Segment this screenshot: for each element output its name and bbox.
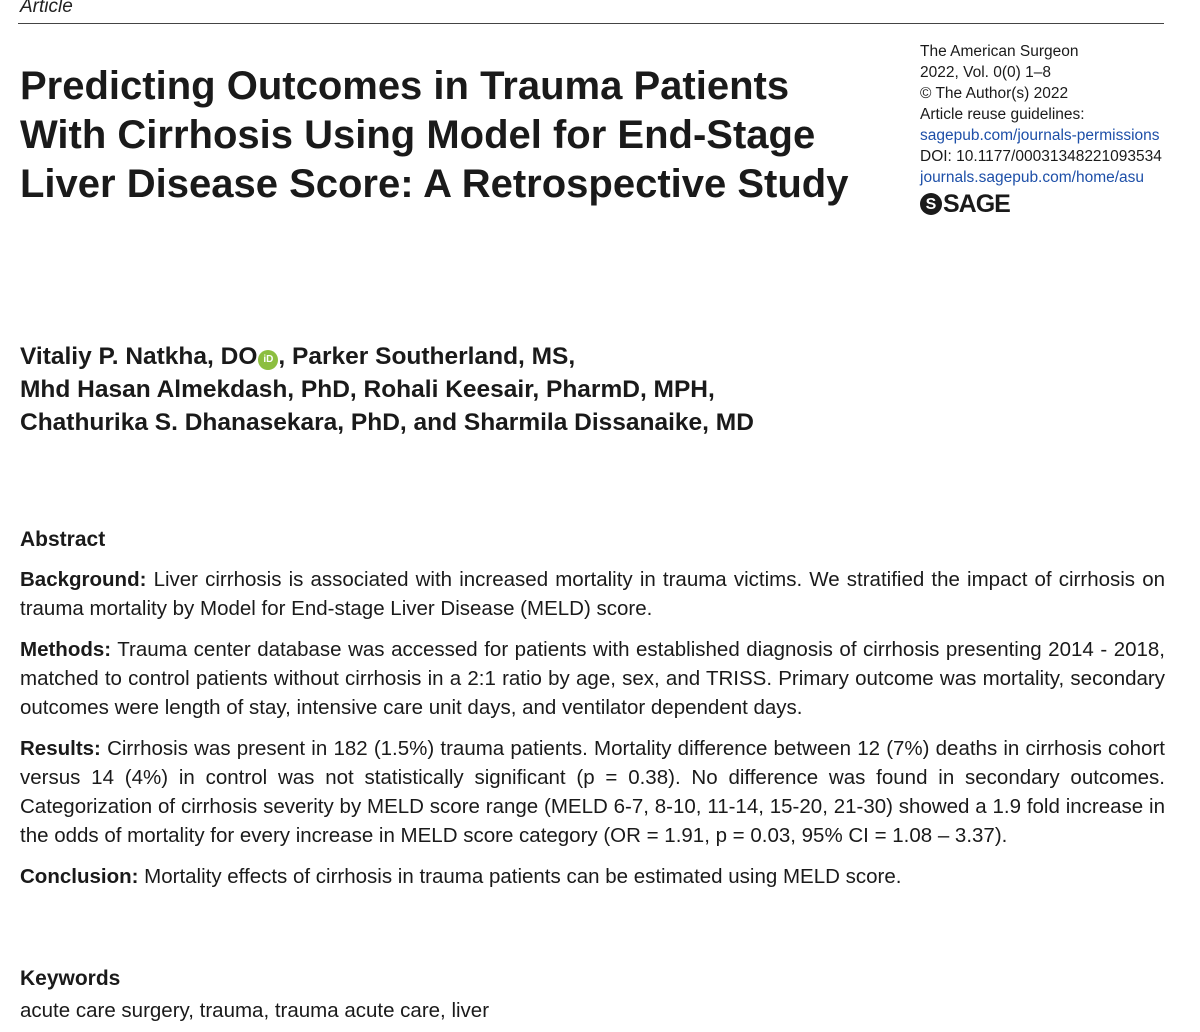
copyright-notice: © The Author(s) 2022 [920,85,1069,102]
section-label: Results: [20,737,101,760]
abstract-methods [20,635,1165,722]
keywords-list: acute care surgery, trauma, trauma acute care, liver [20,999,490,1022]
author-list [20,340,920,439]
abstract-body [20,565,1165,903]
author-line-2: Mhd Hasan Almekdash, PhD, Rohali Keesair, PharmD, MPH, [20,376,715,403]
reuse-guidelines-link[interactable]: sagepub.com/journals-permissions [920,127,1160,144]
abstract-conclusion [20,862,1165,891]
journal-issue: 2022, Vol. 0(0) 1–8 [920,64,1051,81]
section-text: Cirrhosis was present in 182 (1.5%) trauma patients. Mortality difference between 12 (7%) deaths in cirrhosis cohort versus 14 (4%) in control was not statistically significant (p = 0.38). No difference was found in secondary outcomes. Categorization of cirrhosis severity by MELD score range (MELD 6-7, 8-10, 11-14, 15-20, 21-30) showed a 1.9 fold increase in the odds of mortality for every increase in MELD score category (OR = 1.91, p = 0.03, 95% CI = 1.08 – 3.37). [20,737,1165,847]
section-text: Trauma center database was accessed for patients with established diagnosis of cirrhosis presenting 2014 - 2018, matched to control patients without cirrhosis in a 2:1 ratio by age, sex, and TRISS. Primary outcome was mortality, secondary outcomes were length of stay, intensive care unit days, and ventilator dependent days. [20,638,1165,719]
abstract-results [20,734,1165,850]
author-line-1 [20,340,920,373]
section-label: Background: [20,568,147,591]
section-text: Liver cirrhosis is associated with increased mortality in trauma victims. We stratified the impact of cirrhosis on trauma mortality by Model for End-stage Liver Disease (MELD) score. [20,568,1165,620]
header-divider [18,23,1164,24]
doi: DOI: 10.1177/00031348221093534 [920,148,1162,165]
abstract-background [20,565,1165,623]
orcid-icon[interactable]: iD [258,350,278,370]
author-name: Vitaliy P. Natkha, DO [20,343,258,370]
author-name: , Parker Southerland, MS, [278,343,576,370]
sage-logo-text: SAGE [943,189,1010,218]
author-line-3: Chathurika S. Dhanasekara, PhD, and Sharmila Dissanaike, MD [20,409,754,436]
journal-home-link[interactable]: journals.sagepub.com/home/asu [920,169,1145,186]
journal-meta [920,41,1190,218]
section-label: Conclusion: [20,865,139,888]
abstract-heading: Abstract [20,528,106,551]
publisher-logo [920,190,1190,218]
article-type-label: Article [20,0,73,17]
article-title: Predicting Outcomes in Trauma Patients With Cirrhosis Using Model for End-Stage Liver Disease Score: A Retrospective Study [20,64,849,206]
journal-name: The American Surgeon [920,43,1079,60]
section-text: Mortality effects of cirrhosis in trauma patients can be estimated using MELD score. [138,865,902,888]
sage-logo-icon: S [920,193,942,215]
keywords-heading: Keywords [20,967,121,990]
reuse-guidelines-label: Article reuse guidelines: [920,106,1085,123]
section-label: Methods: [20,638,112,661]
